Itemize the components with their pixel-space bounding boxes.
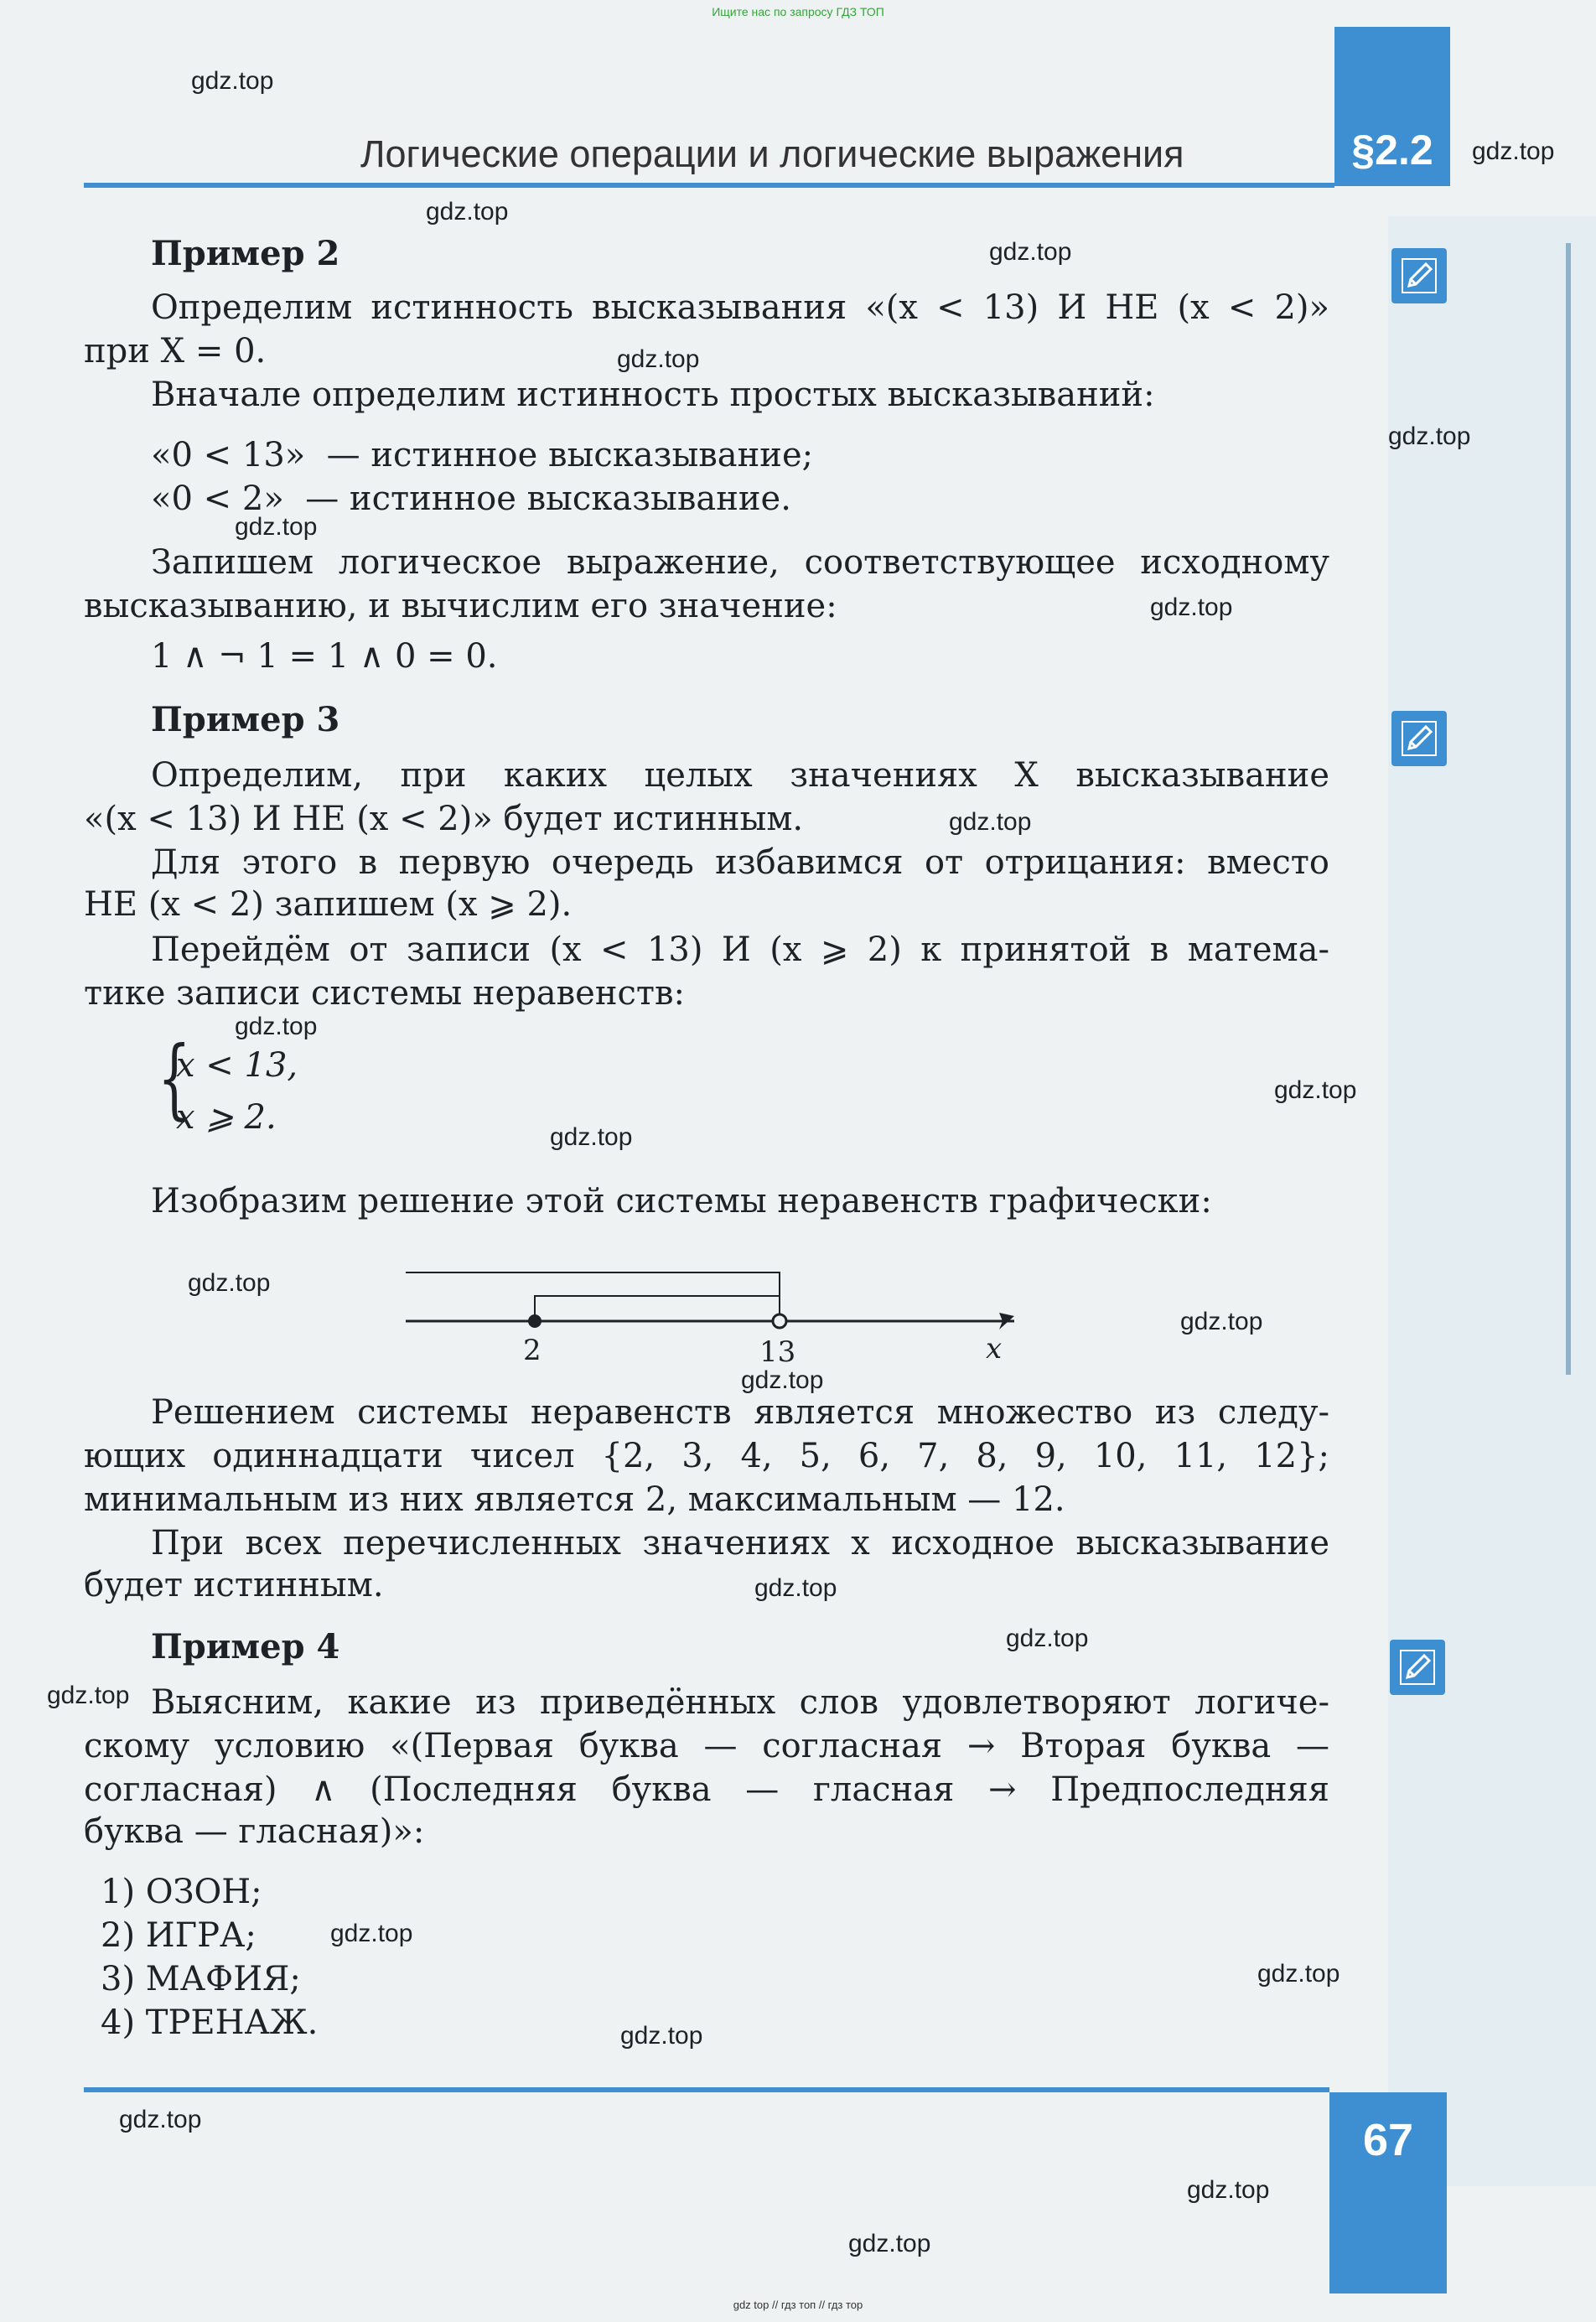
watermark: gdz.top — [426, 198, 509, 225]
example-3-text: будет истинным. — [84, 1566, 384, 1604]
list-item: 1) ОЗОН; — [101, 1873, 262, 1911]
list-item: 4) ТРЕНАЖ. — [101, 2003, 319, 2042]
watermark: gdz.top — [1388, 422, 1471, 450]
example-2-item: «0 < 2» — истинное высказывание. — [151, 479, 791, 518]
watermark: gdz.top — [330, 1920, 413, 1947]
watermark: gdz.top — [617, 345, 700, 373]
example-3-text: «(x < 13) И НЕ (x < 2)» будет истинным. — [84, 800, 804, 838]
inequality-1: x < 13, — [176, 1046, 298, 1085]
axis-label-2: 2 — [523, 1334, 542, 1367]
example-3-text: ющих одиннадцати чисел {2, 3, 4, 5, 6, 7, 8, 9, 10, 11, 12}; — [84, 1437, 1329, 1475]
axis-label-13: 13 — [759, 1335, 796, 1369]
example-4-text: Выясним, какие из приведённых слов удовлетворяют логиче- — [151, 1683, 1329, 1722]
watermark: gdz.top — [620, 2022, 703, 2050]
example-2-formula: 1 ∧ ¬ 1 = 1 ∧ 0 = 0. — [151, 637, 498, 676]
list-item: 3) МАФИЯ; — [101, 1960, 301, 1998]
watermark: gdz.top — [1006, 1625, 1089, 1652]
example-3-text: Для этого в первую очередь избавимся от отрицания: вместо — [151, 843, 1329, 882]
watermark: gdz.top — [235, 1013, 318, 1040]
watermark: gdz.top — [550, 1123, 633, 1151]
example-4-text: скому условию «(Первая буква — согласная → Вторая буква — — [84, 1727, 1329, 1765]
example-2-text: Вначале определим истинность простых высказываний: — [151, 376, 1155, 414]
example-3-text: Определим, при каких целых значениях X высказывание — [151, 756, 1329, 795]
bracket-x-ge-2 — [535, 1296, 780, 1321]
watermark: gdz.top — [119, 2106, 202, 2133]
number-line-diagram — [394, 1257, 1023, 1383]
example-3-text: Изобразим решение этой системы неравенств графически: — [151, 1182, 1212, 1221]
watermark: gdz.top — [191, 67, 274, 95]
example-3-text: Перейдём от записи (x < 13) И (x ⩾ 2) к принятой в матема- — [151, 930, 1329, 969]
watermark: gdz.top — [1180, 1308, 1263, 1335]
example-2-text: Определим истинность высказывания «(x < 13) И НЕ (x < 2)» — [151, 288, 1329, 327]
watermark: gdz.top — [754, 1574, 837, 1602]
system-brace: { — [158, 1027, 191, 1129]
example-4-text: согласная) ∧ (Последняя буква — гласная → Предпоследняя — [84, 1770, 1329, 1809]
margin-strip — [1388, 216, 1596, 2186]
inequality-2: x ⩾ 2. — [176, 1098, 277, 1137]
page-number: 67 — [1329, 2092, 1447, 2293]
pencil-icon — [1391, 711, 1447, 766]
example-4-text: буква — гласная)»: — [84, 1812, 425, 1851]
footer-divider — [84, 2087, 1329, 2092]
page-title: Логические операции и логические выражения — [360, 132, 1184, 175]
watermark: gdz.top — [741, 1366, 824, 1394]
watermark: gdz.top — [989, 238, 1072, 266]
example-3-text: При всех перечисленных значениях x исходное высказывание — [151, 1524, 1329, 1563]
section-badge: §2.2 — [1334, 27, 1450, 186]
watermark: gdz.top — [848, 2230, 931, 2257]
example-2-heading: Пример 2 — [151, 234, 340, 273]
open-point-13 — [773, 1314, 786, 1328]
closed-point-2 — [528, 1314, 542, 1328]
watermark: gdz.top — [188, 1269, 271, 1297]
watermark: gdz.top — [235, 513, 318, 541]
margin-line — [1566, 243, 1571, 1375]
example-3-text: Решением системы неравенств является множество из следу- — [151, 1393, 1329, 1432]
example-3-text: НЕ (x < 2) запишем (x ⩾ 2). — [84, 885, 573, 924]
watermark: gdz.top — [47, 1682, 130, 1709]
watermark: gdz.top — [1187, 2176, 1270, 2204]
watermark: gdz.top — [949, 808, 1032, 836]
example-2-text: Запишем логическое выражение, соответствующее исходному — [151, 543, 1329, 582]
example-2-text: высказыванию, и вычислим его значение: — [84, 587, 837, 625]
watermark: gdz.top — [1274, 1076, 1357, 1104]
list-item: 2) ИГРА; — [101, 1916, 256, 1955]
example-4-heading: Пример 4 — [151, 1627, 340, 1666]
example-3-text: тике записи системы неравенств: — [84, 974, 686, 1013]
example-2-text: при X = 0. — [84, 332, 267, 371]
example-3-heading: Пример 3 — [151, 700, 340, 739]
watermark: gdz.top — [1257, 1960, 1340, 1988]
example-3-text: минимальным из них является 2, максимальным — 12. — [84, 1480, 1065, 1519]
pencil-icon — [1390, 1640, 1445, 1695]
pencil-icon — [1391, 248, 1447, 303]
watermark: gdz.top — [1150, 593, 1233, 621]
watermark: gdz.top — [1472, 137, 1555, 165]
bottom-note: gdz top // гдз топ // гдз тор — [733, 2299, 863, 2311]
top-note: Ищите нас по запросу ГДЗ ТОП — [712, 5, 884, 18]
header-divider — [84, 183, 1334, 188]
axis-label-x: x — [986, 1332, 1003, 1366]
example-2-item: «0 < 13» — истинное высказывание; — [151, 436, 814, 474]
